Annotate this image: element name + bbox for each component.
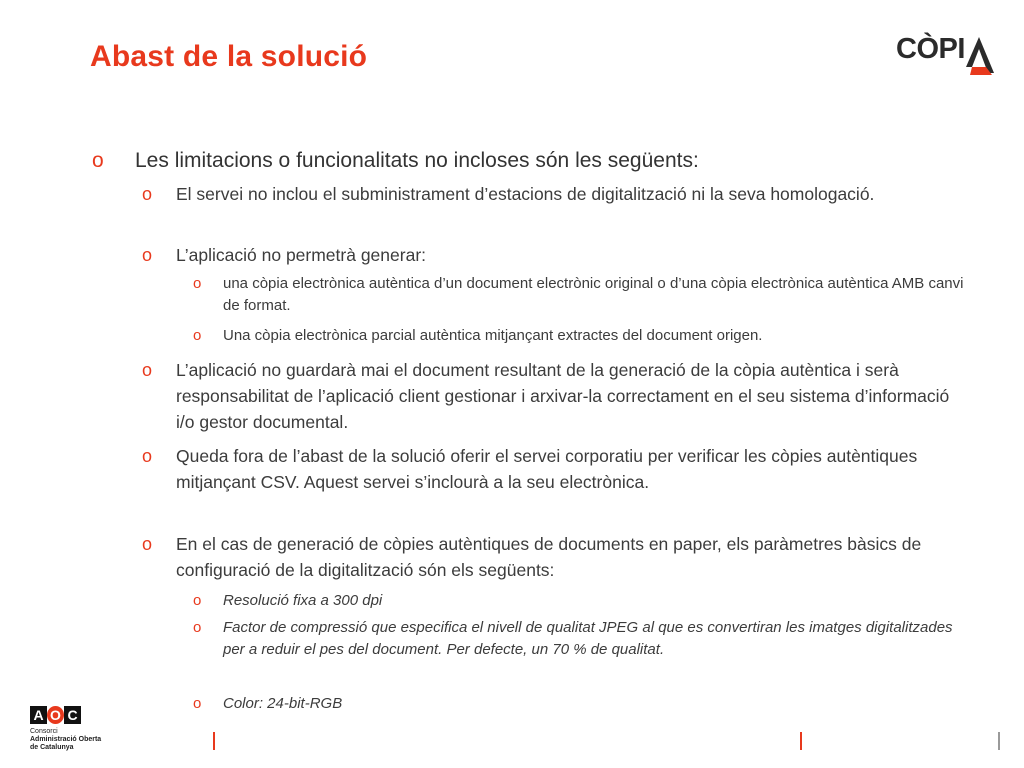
aoc-letter-a: A [30,706,47,724]
list-item [142,357,966,435]
list-item-text: Factor de compressió que especifica el nivell de qualitat JPEG al que es convertiran les imatges digitalitzades per a reduir el pes del document. Per defecte, un 70 % de qualitat. [223,619,953,658]
bullet-marker: o [193,695,202,712]
list-item-text: En el cas de generació de còpies autèntiques de documents en paper, els paràmetres bàsics de configuració de la digitalització són els següents: [176,534,922,580]
list-item [142,531,966,583]
list-item-text: Queda fora de l’abast de la solució oferir el servei corporatiu per verificar les còpies autèntiques mitjançant CSV. Aquest servei s’inclourà a la seu electrònica. [176,446,918,492]
aoc-caption-line: Consorci [30,728,58,735]
list-item-text: Color: 24-bit-RGB [223,695,343,712]
list-item-text: Les limitacions o funcionalitats no incloses són les següents: [135,149,699,172]
bullet-marker: o [193,327,202,344]
list-item [92,148,699,174]
copia-logo [896,33,1000,77]
list-item [142,181,966,207]
bullet-marker: o [142,245,153,265]
list-item [193,693,968,715]
list-item [193,590,968,612]
list-item-text: Resolució fixa a 300 dpi [223,592,383,609]
logo-wordmark: CÒPI [896,33,965,65]
list-item [193,617,968,661]
bullet-marker: o [142,184,153,204]
bullet-marker: o [92,149,104,172]
page-title: Abast de la solució [90,40,368,73]
aoc-caption-line: Administració Oberta [30,736,102,743]
list-item [193,273,968,317]
list-item [193,325,968,347]
bullet-marker: o [142,534,153,554]
aoc-letter-c: C [64,706,81,724]
logo-a-mark-icon [966,35,996,77]
list-item-text: Una còpia electrònica parcial autèntica mitjançant extractes del document origen. [223,327,763,344]
aoc-letter-o: O [47,706,64,724]
bullet-marker: o [142,446,153,466]
list-item [142,242,966,268]
list-item [142,443,966,495]
footer-divider [998,732,1000,750]
list-item-text: L’aplicació no permetrà generar: [176,245,427,265]
bullet-marker: o [193,275,202,292]
list-item-text: L’aplicació no guardarà mai el document resultant de la generació de la còpia autèntica i serà responsabilitat de l’aplicació client gestionar i arxivar-la correctament en el seu sistema d’informació i/o gestor documental. [176,360,950,432]
bullet-marker: o [142,360,153,380]
footer-divider [213,732,215,750]
bullet-marker: o [193,592,202,609]
list-item-text: El servei no inclou el subministrament d’estacions de digitalització ni la seva homologació. [176,184,875,204]
footer-divider [800,732,802,750]
aoc-caption-line: de Catalunya [30,744,74,751]
bullet-marker: o [193,619,202,636]
list-item-text: una còpia electrònica autèntica d’un document electrònic original o d’una còpia electrònica autèntica AMB canvi de format. [223,275,964,314]
